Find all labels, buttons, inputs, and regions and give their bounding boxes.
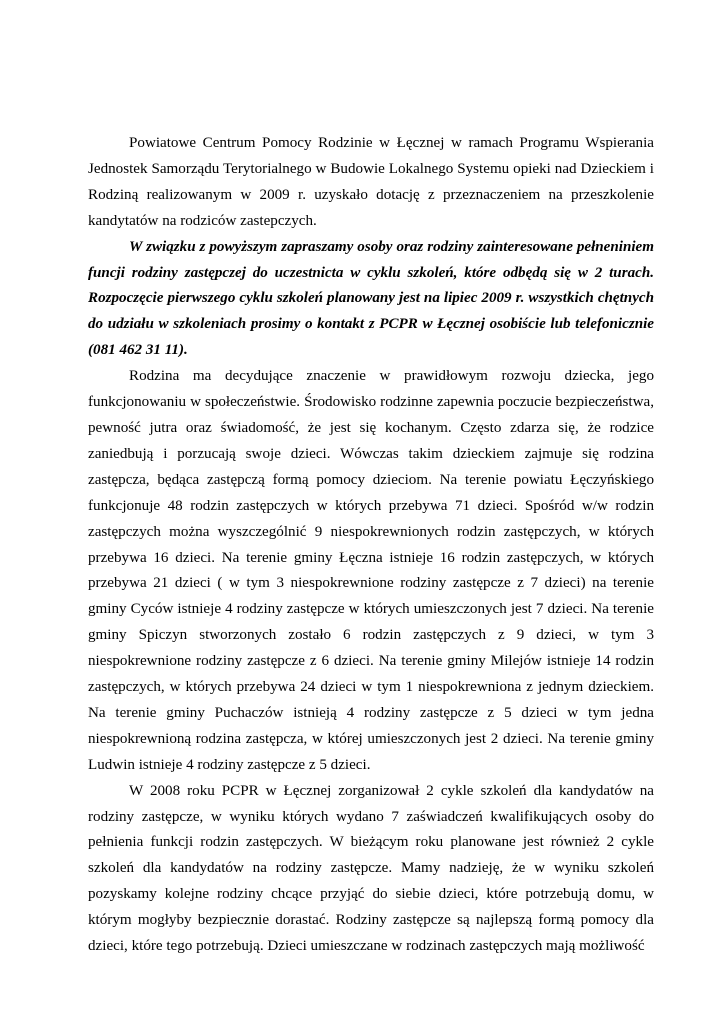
paragraph-training-cycles: W 2008 roku PCPR w Łęcznej zorganizował 2 cykle szkoleń dla kandydatów na rodziny zastępcze, w wyniku których wydano 7 zaświadczeń kwalifikujących osoby do pełnienia funkcji rodzin zastępczych. W bieżącym roku planowane jest również 2 cykle szkoleń dla kandydatów na rodziny zastępcze. Mamy nadzieję, że w wyniku szkoleń pozyskamy kolejne rodziny chcące przyjąć do siebie dzieci, które potrzebują domu, w którym mogłyby bezpiecznie dorastać. Rodziny zastępcze są najlepszą formą pomocy dla dzieci, które tego potrzebują. Dzieci umieszczane w rodzinach zastępczych mają możliwość (88, 782, 654, 955)
document-body (88, 131, 654, 960)
paragraph-family-statistics: Rodzina ma decydujące znaczenie w prawidłowym rozwoju dziecka, jego funkcjonowaniu w społeczeństwie. Środowisko rodzinne zapewnia poczucie bezpieczeństwa, pewność jutra oraz świadomość, że jest się kochanym. Często zdarza się, że rodzice zaniedbują i porzucają swoje dzieci. Wówczas takim dzieckiem zajmuje się rodzina zastępcza, będąca zastępczą formą pomocy dzieciom. Na terenie powiatu Łęczyńskiego funkcjonuje 48 rodzin zastępczych w których przebywa 71 dzieci. Spośród w/w rodzin zastępczych można wyszczególnić 9 niespokrewnionych rodzin zastępczych, w których przebywa 16 dzieci. Na terenie gminy Łęczna istnieje 16 rodzin zastępczych, w których przebywa 21 dzieci ( w tym 3 niespokrewnione rodziny zastępcze z 7 dzieci) na terenie gminy Cyców istnieje 4 rodziny zastępcze w których umieszczonych jest 7 dzieci. Na terenie gminy Spiczyn stworzonych zostało 6 rodzin zastępczych z 9 dzieci, w tym 3 niespokrewnione rodziny zastępcze z 6 dzieci. Na terenie gminy Milejów istnieje 14 rodzin zastępczych, w których przebywa 24 dzieci w tym 1 niespokrewniona z jednym dzieckiem. Na terenie gminy Puchaczów istnieją 4 rodziny zastępcze z 5 dzieci w tym jedna niespokrewnioną rodzina zastępcza, w której umieszczonych jest 2 dzieci. Na terenie gminy Ludwin istnieje 4 rodziny zastępcze z 5 dzieci. (88, 368, 654, 773)
paragraph-intro: Powiatowe Centrum Pomocy Rodzinie w Łęcznej w ramach Programu Wspierania Jednostek Samorządu Terytorialnego w Budowie Lokalnego Systemu opieki nad Dzieckiem i Rodziną realizowanym w 2009 r. uzyskało dotację z przeznaczeniem na przeszkolenie kandytatów na rodziców zastepczych. (88, 135, 654, 229)
paragraph-invitation: W związku z powyższym zapraszamy osoby oraz rodziny zainteresowane pełneniniem funcji rodziny zastępczej do uczestnicta w cyklu szkoleń, które odbędą się w 2 turach. Rozpoczęcie pierwszego cyklu szkoleń planowany jest na lipiec 2009 r. wszystkich chętnych do udziału w szkoleniach prosimy o kontakt z PCPR w Łęcznej osobiście lub telefonicznie (081 462 31 11). (88, 238, 654, 359)
